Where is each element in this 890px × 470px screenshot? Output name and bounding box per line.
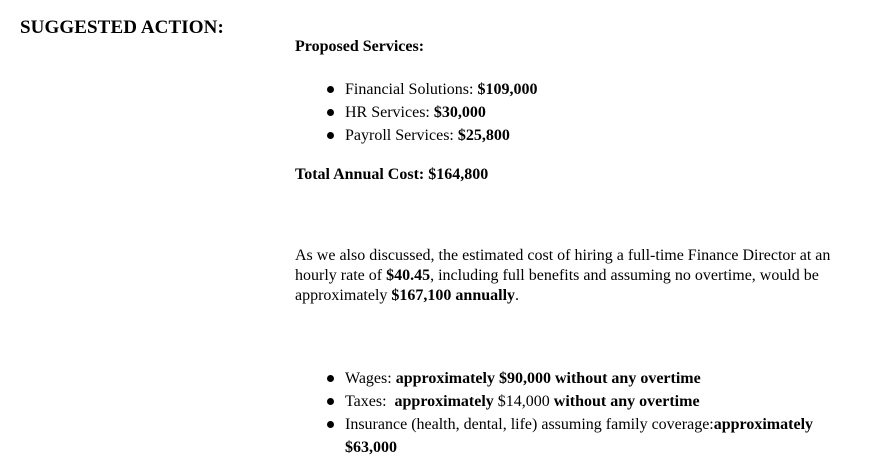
bullet-icon [327, 375, 334, 382]
paragraph-text: As we also discussed, the estimated cost of hiring a full-time Finance Director at an hourly rate of [295, 247, 831, 284]
cost-value: without any overtime [553, 393, 700, 410]
finance-director-paragraph [295, 246, 870, 306]
bullet-icon [327, 398, 334, 405]
list-item [295, 390, 865, 413]
service-label: Financial Solutions: [345, 81, 478, 98]
hourly-rate: $40.45 [386, 267, 431, 284]
list-item [295, 413, 865, 459]
cost-value: approximately $90,000 without any overtime [395, 370, 701, 387]
cost-label: Insurance (health, dental, life) assuming family coverage: [345, 416, 714, 433]
annual-cost: $167,100 annually [391, 287, 516, 304]
list-item [295, 78, 537, 101]
cost-label: Wages: [345, 370, 396, 387]
bullet-icon [327, 421, 334, 428]
service-label: HR Services: [345, 104, 434, 121]
proposed-services-title: Proposed Services: [295, 38, 425, 55]
service-amount: $25,800 [457, 127, 510, 144]
bullet-icon [327, 132, 334, 139]
cost-value: approximately [394, 393, 494, 410]
paragraph-text: . [515, 287, 520, 304]
service-amount: $30,000 [433, 104, 486, 121]
proposed-services-list [295, 78, 537, 147]
service-amount: $109,000 [477, 81, 538, 98]
bullet-icon [327, 86, 334, 93]
paragraph-text: , including full benefits and assuming no overtime, would be approximately [295, 267, 819, 304]
list-item [295, 367, 865, 390]
total-annual-cost: Total Annual Cost: $164,800 [295, 166, 489, 183]
cost-breakdown-list [295, 367, 865, 459]
cost-label: Taxes: [345, 393, 395, 410]
list-item [295, 124, 537, 147]
list-item [295, 101, 537, 124]
section-heading: SUGGESTED ACTION: [20, 17, 224, 38]
cost-value: approximately $63,000 [345, 416, 814, 456]
cost-amount: $14,000 [493, 393, 554, 410]
service-label: Payroll Services: [345, 127, 458, 144]
bullet-icon [327, 109, 334, 116]
